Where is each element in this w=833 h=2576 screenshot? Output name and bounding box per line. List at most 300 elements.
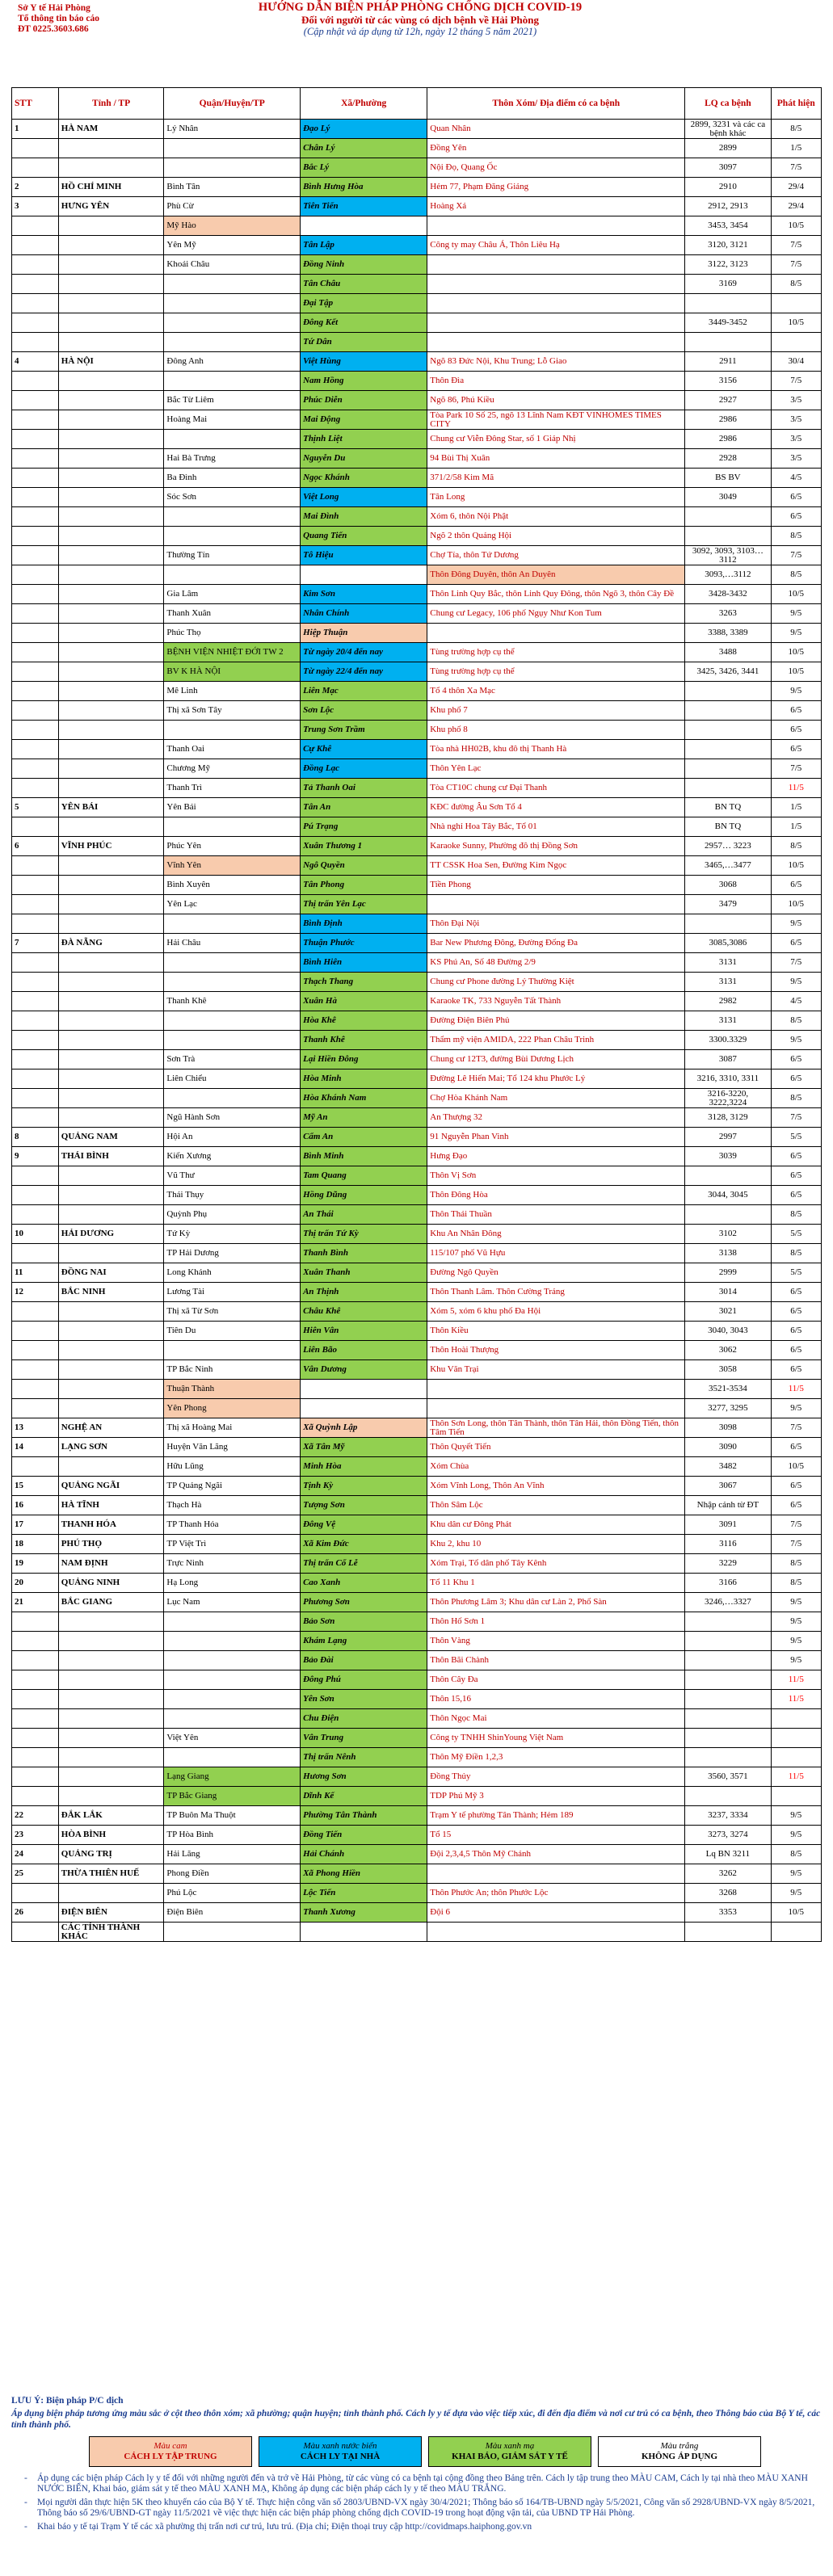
row-ward: Thanh Bình bbox=[301, 1244, 427, 1263]
table-row bbox=[12, 1283, 822, 1302]
row-province bbox=[58, 1302, 164, 1322]
row-stt: 18 bbox=[12, 1535, 59, 1554]
row-stt: 17 bbox=[12, 1515, 59, 1535]
row-ward: Hải Chánh bbox=[301, 1845, 427, 1864]
row-province: YÊN BÁI bbox=[58, 798, 164, 817]
table-row bbox=[12, 1069, 822, 1089]
legend-blue bbox=[259, 2436, 422, 2467]
row-case-link: 3092, 3093, 3103…3112 bbox=[685, 546, 771, 565]
row-place: Đội 6 bbox=[427, 1903, 685, 1923]
row-province bbox=[58, 1380, 164, 1399]
row-province: HỒ CHÍ MINH bbox=[58, 178, 164, 197]
row-district bbox=[164, 158, 301, 178]
row-stt bbox=[12, 139, 59, 158]
row-case-link bbox=[685, 1748, 771, 1767]
row-case-link: 2899 bbox=[685, 139, 771, 158]
row-province bbox=[58, 313, 164, 333]
table-row bbox=[12, 1535, 822, 1554]
row-place: Thôn Hoài Thượng bbox=[427, 1341, 685, 1360]
row-case-link: 2999 bbox=[685, 1263, 771, 1283]
row-case-link: 3067 bbox=[685, 1477, 771, 1496]
row-stt bbox=[12, 624, 59, 643]
row-place: KS Phú An, Số 48 Đường 2/9 bbox=[427, 953, 685, 973]
table-row bbox=[12, 372, 822, 391]
row-case-link bbox=[685, 721, 771, 740]
row-ward: Tân An bbox=[301, 798, 427, 817]
row-place: Chung cư Legacy, 106 phố Ngụy Như Kon Tum bbox=[427, 604, 685, 624]
row-case-link: 3044, 3045 bbox=[685, 1186, 771, 1205]
row-province bbox=[58, 1612, 164, 1632]
table-row bbox=[12, 798, 822, 817]
table-row bbox=[12, 1399, 822, 1418]
row-detected: 11/5 bbox=[771, 779, 821, 798]
row-ward: Mai Động bbox=[301, 410, 427, 430]
row-place: Thôn Đại Nội bbox=[427, 914, 685, 934]
row-case-link: 3229 bbox=[685, 1554, 771, 1574]
table-row bbox=[12, 1748, 822, 1767]
row-detected: 5/5 bbox=[771, 1225, 821, 1244]
row-ward: Tịnh Kỳ bbox=[301, 1477, 427, 1496]
row-detected: 8/5 bbox=[771, 1554, 821, 1574]
row-province bbox=[58, 1651, 164, 1670]
row-stt: 16 bbox=[12, 1496, 59, 1515]
row-place: Tổ 11 Khu 1 bbox=[427, 1574, 685, 1593]
row-detected bbox=[771, 1748, 821, 1767]
row-province bbox=[58, 488, 164, 507]
row-district: Ngũ Hành Sơn bbox=[164, 1108, 301, 1128]
table-body bbox=[12, 120, 822, 1942]
row-place bbox=[427, 895, 685, 914]
row-detected: 7/5 bbox=[771, 759, 821, 779]
row-place: Karaoke Sunny, Phường đô thị Đồng Sơn bbox=[427, 837, 685, 856]
row-detected: 8/5 bbox=[771, 1244, 821, 1263]
row-place: 94 Bùi Thị Xuân bbox=[427, 449, 685, 469]
row-detected: 6/5 bbox=[771, 1147, 821, 1166]
row-stt bbox=[12, 1690, 59, 1709]
row-case-link bbox=[685, 1787, 771, 1806]
row-stt: 6 bbox=[12, 837, 59, 856]
row-stt bbox=[12, 527, 59, 546]
row-district: Mỹ Hào bbox=[164, 216, 301, 236]
row-stt: 22 bbox=[12, 1806, 59, 1826]
row-ward: Xuân Thương 1 bbox=[301, 837, 427, 856]
row-case-link: 3097 bbox=[685, 158, 771, 178]
row-place bbox=[427, 255, 685, 275]
row-detected: 6/5 bbox=[771, 1302, 821, 1322]
row-ward: Hương Sơn bbox=[301, 1767, 427, 1787]
table-row bbox=[12, 1011, 822, 1031]
row-place: Khu Văn Trại bbox=[427, 1360, 685, 1380]
table-row bbox=[12, 1826, 822, 1845]
row-ward: Vân Trung bbox=[301, 1729, 427, 1748]
row-case-link bbox=[685, 294, 771, 313]
row-place: Thôn Vị Sơn bbox=[427, 1166, 685, 1186]
row-place: Nội Đọ, Quang Ốc bbox=[427, 158, 685, 178]
row-district: Bắc Từ Liêm bbox=[164, 391, 301, 410]
table-row bbox=[12, 1651, 822, 1670]
row-detected: 8/5 bbox=[771, 527, 821, 546]
row-district: Hải Châu bbox=[164, 934, 301, 953]
row-case-link bbox=[685, 1923, 771, 1942]
row-place: Tòa Park 10 Số 25, ngõ 13 Lĩnh Nam KĐT VINHOMES TIMES CITY bbox=[427, 410, 685, 430]
row-place: Hẻm 77, Phạm Đăng Giảng bbox=[427, 178, 685, 197]
row-district: Lý Nhân bbox=[164, 120, 301, 139]
row-province: QUẢNG NAM bbox=[58, 1128, 164, 1147]
row-case-link: 2986 bbox=[685, 410, 771, 430]
row-detected: 6/5 bbox=[771, 876, 821, 895]
row-case-link: 2986 bbox=[685, 430, 771, 449]
row-detected: 10/5 bbox=[771, 856, 821, 876]
row-detected: 8/5 bbox=[771, 1089, 821, 1108]
row-place: Công ty may Châu Á, Thôn Liêu Hạ bbox=[427, 236, 685, 255]
row-province: QUẢNG NINH bbox=[58, 1574, 164, 1593]
row-detected: 3/5 bbox=[771, 410, 821, 430]
row-stt bbox=[12, 216, 59, 236]
row-stt bbox=[12, 817, 59, 837]
row-detected: 8/5 bbox=[771, 1205, 821, 1225]
table-row bbox=[12, 1050, 822, 1069]
row-detected bbox=[771, 333, 821, 352]
row-district: Việt Yên bbox=[164, 1729, 301, 1748]
table-row bbox=[12, 876, 822, 895]
row-district bbox=[164, 1341, 301, 1360]
row-ward: Sơn Lộc bbox=[301, 701, 427, 721]
row-stt: 13 bbox=[12, 1418, 59, 1438]
row-ward: Quang Tiến bbox=[301, 527, 427, 546]
row-ward: Thị trấn Tứ Kỳ bbox=[301, 1225, 427, 1244]
table-row bbox=[12, 1690, 822, 1709]
row-district: TP Thanh Hóa bbox=[164, 1515, 301, 1535]
row-detected: 8/5 bbox=[771, 275, 821, 294]
row-detected: 7/5 bbox=[771, 1535, 821, 1554]
row-stt bbox=[12, 779, 59, 798]
row-district: Hoàng Mai bbox=[164, 410, 301, 430]
row-place: Xóm Vĩnh Long, Thôn An Vĩnh bbox=[427, 1477, 685, 1496]
row-place: Ngõ 86, Phú Kiều bbox=[427, 391, 685, 410]
row-province bbox=[58, 1050, 164, 1069]
row-place bbox=[427, 275, 685, 294]
row-province bbox=[58, 953, 164, 973]
row-place: Thôn Đông Duyên, thôn An Duyên bbox=[427, 565, 685, 585]
legend-blue-name: Màu xanh nước biển bbox=[303, 2441, 377, 2451]
row-ward: Tân Phong bbox=[301, 876, 427, 895]
table-row bbox=[12, 1729, 822, 1748]
row-place: An Thượng 32 bbox=[427, 1108, 685, 1128]
row-district: Khoái Châu bbox=[164, 255, 301, 275]
row-place: Thôn Quyết Tiến bbox=[427, 1438, 685, 1457]
row-stt bbox=[12, 1302, 59, 1322]
row-province bbox=[58, 1767, 164, 1787]
row-ward: Bình Hiên bbox=[301, 953, 427, 973]
row-detected: 6/5 bbox=[771, 1496, 821, 1515]
row-province bbox=[58, 546, 164, 565]
row-district: Thuận Thành bbox=[164, 1380, 301, 1399]
row-province bbox=[58, 876, 164, 895]
row-stt bbox=[12, 585, 59, 604]
row-detected: 11/5 bbox=[771, 1380, 821, 1399]
row-detected: 7/5 bbox=[771, 1418, 821, 1438]
row-case-link bbox=[685, 682, 771, 701]
row-district bbox=[164, 507, 301, 527]
row-detected: 11/5 bbox=[771, 1670, 821, 1690]
row-province: THÁI BÌNH bbox=[58, 1147, 164, 1166]
row-district: Chương Mỹ bbox=[164, 759, 301, 779]
row-province bbox=[58, 449, 164, 469]
row-place: Bar New Phương Đông, Đường Đống Đa bbox=[427, 934, 685, 953]
row-ward: Bảo Sơn bbox=[301, 1612, 427, 1632]
row-stt: 11 bbox=[12, 1263, 59, 1283]
row-stt bbox=[12, 294, 59, 313]
row-stt bbox=[12, 449, 59, 469]
row-case-link: 3087 bbox=[685, 1050, 771, 1069]
row-place: Quan Nhân bbox=[427, 120, 685, 139]
table-row bbox=[12, 895, 822, 914]
row-stt bbox=[12, 1069, 59, 1089]
row-case-link: 3216-3220, 3222,3224 bbox=[685, 1089, 771, 1108]
row-detected: 7/5 bbox=[771, 255, 821, 275]
row-detected: 30/4 bbox=[771, 352, 821, 372]
row-ward: Tứ Dân bbox=[301, 333, 427, 352]
row-case-link: 3014 bbox=[685, 1283, 771, 1302]
row-district bbox=[164, 1923, 301, 1942]
row-detected: 11/5 bbox=[771, 1690, 821, 1709]
row-ward: Xuân Hà bbox=[301, 992, 427, 1011]
row-detected: 8/5 bbox=[771, 1845, 821, 1864]
row-ward: Hiệp Thuận bbox=[301, 624, 427, 643]
row-ward: Cự Khê bbox=[301, 740, 427, 759]
row-detected: 29/4 bbox=[771, 197, 821, 216]
row-case-link: 3122, 3123 bbox=[685, 255, 771, 275]
row-province bbox=[58, 740, 164, 759]
row-place: Thẩm mỹ viện AMIDA, 222 Phan Châu Trinh bbox=[427, 1031, 685, 1050]
table-row bbox=[12, 1263, 822, 1283]
row-ward: Đồng Ninh bbox=[301, 255, 427, 275]
row-case-link: 3098 bbox=[685, 1418, 771, 1438]
row-ward: Lộc Tiến bbox=[301, 1884, 427, 1903]
row-place: Thôn Phước An; thôn Phước Lộc bbox=[427, 1884, 685, 1903]
row-stt: 19 bbox=[12, 1554, 59, 1574]
row-detected: 6/5 bbox=[771, 740, 821, 759]
row-district: Mê Linh bbox=[164, 682, 301, 701]
row-province: HƯNG YÊN bbox=[58, 197, 164, 216]
row-district: Sơn Trà bbox=[164, 1050, 301, 1069]
row-province bbox=[58, 236, 164, 255]
row-province: BẮC GIANG bbox=[58, 1593, 164, 1612]
table-row bbox=[12, 1341, 822, 1360]
table-row bbox=[12, 488, 822, 507]
row-case-link: 3277, 3295 bbox=[685, 1399, 771, 1418]
row-province: QUẢNG TRỊ bbox=[58, 1845, 164, 1864]
row-detected: 9/5 bbox=[771, 1399, 821, 1418]
row-stt: 1 bbox=[12, 120, 59, 139]
row-province bbox=[58, 1069, 164, 1089]
table-row bbox=[12, 1574, 822, 1593]
table-row bbox=[12, 1128, 822, 1147]
row-district: Tiên Du bbox=[164, 1322, 301, 1341]
row-place: Tòa CT10C chung cư Đại Thanh bbox=[427, 779, 685, 798]
row-stt bbox=[12, 1748, 59, 1767]
row-place: Khu 2, khu 10 bbox=[427, 1535, 685, 1554]
row-stt bbox=[12, 1923, 59, 1942]
row-stt bbox=[12, 1709, 59, 1729]
table-row bbox=[12, 817, 822, 837]
row-case-link: Nhập cảnh từ ĐT bbox=[685, 1496, 771, 1515]
row-province bbox=[58, 1031, 164, 1050]
row-detected: 7/5 bbox=[771, 1515, 821, 1535]
row-province: HÀ TĨNH bbox=[58, 1496, 164, 1515]
row-place: Tổ 15 bbox=[427, 1826, 685, 1845]
row-place bbox=[427, 313, 685, 333]
row-stt bbox=[12, 1205, 59, 1225]
row-case-link: 3300.3329 bbox=[685, 1031, 771, 1050]
row-ward: Từ ngày 20/4 đến nay bbox=[301, 643, 427, 662]
row-ward: Việt Long bbox=[301, 488, 427, 507]
row-ward: Tam Quang bbox=[301, 1166, 427, 1186]
row-place bbox=[427, 1380, 685, 1399]
row-ward: Hòa Minh bbox=[301, 1069, 427, 1089]
row-district: Yên Mỹ bbox=[164, 236, 301, 255]
row-place: Khu dân cư Đông Phát bbox=[427, 1515, 685, 1535]
row-place: Thôn Yên Lạc bbox=[427, 759, 685, 779]
table-row bbox=[12, 1438, 822, 1457]
row-case-link: 2911 bbox=[685, 352, 771, 372]
row-place: Trạm Y tế phường Tân Thành; Hẻm 189 bbox=[427, 1806, 685, 1826]
row-case-link: 3166 bbox=[685, 1574, 771, 1593]
table-row bbox=[12, 255, 822, 275]
table-row bbox=[12, 410, 822, 430]
row-case-link: 3482 bbox=[685, 1457, 771, 1477]
row-ward: Thị trấn Nênh bbox=[301, 1748, 427, 1767]
row-district: Lạng Giang bbox=[164, 1767, 301, 1787]
row-detected: 6/5 bbox=[771, 1322, 821, 1341]
row-province: QUẢNG NGÃI bbox=[58, 1477, 164, 1496]
table-row bbox=[12, 682, 822, 701]
row-stt bbox=[12, 1632, 59, 1651]
table-row bbox=[12, 1244, 822, 1263]
row-place: TT CSSK Hoa Sen, Đường Kim Ngọc bbox=[427, 856, 685, 876]
row-ward bbox=[301, 1923, 427, 1942]
row-province: NAM ĐỊNH bbox=[58, 1554, 164, 1574]
row-case-link bbox=[685, 701, 771, 721]
notes-title: LƯU Ý: Biện pháp P/C dịch bbox=[11, 2396, 124, 2406]
row-ward: Thị trấn Yên Lạc bbox=[301, 895, 427, 914]
row-stt bbox=[12, 391, 59, 410]
row-province: VĨNH PHÚC bbox=[58, 837, 164, 856]
row-ward: Tân Lập bbox=[301, 236, 427, 255]
row-ward: Đông Vệ bbox=[301, 1515, 427, 1535]
row-district: Phú Lộc bbox=[164, 1884, 301, 1903]
row-province bbox=[58, 1186, 164, 1205]
row-case-link: 2982 bbox=[685, 992, 771, 1011]
row-stt: 20 bbox=[12, 1574, 59, 1593]
legend-orange bbox=[89, 2436, 252, 2467]
row-stt bbox=[12, 682, 59, 701]
row-place bbox=[427, 333, 685, 352]
row-place: Công ty TNHH ShinYoung Việt Nam bbox=[427, 1729, 685, 1748]
row-ward: Bình Hưng Hòa bbox=[301, 178, 427, 197]
title-block bbox=[186, 2, 654, 38]
row-detected: 6/5 bbox=[771, 1166, 821, 1186]
table-row bbox=[12, 1845, 822, 1864]
row-detected: 9/5 bbox=[771, 1806, 821, 1826]
row-ward: Nam Hồng bbox=[301, 372, 427, 391]
row-case-link: 3049 bbox=[685, 488, 771, 507]
row-district: Lương Tài bbox=[164, 1283, 301, 1302]
row-detected: 7/5 bbox=[771, 236, 821, 255]
row-case-link: 3131 bbox=[685, 1011, 771, 1031]
row-stt: 15 bbox=[12, 1477, 59, 1496]
row-province: THANH HÓA bbox=[58, 1515, 164, 1535]
row-case-link: 3263 bbox=[685, 604, 771, 624]
row-detected: 9/5 bbox=[771, 1612, 821, 1632]
row-place: 371/2/58 Kim Mã bbox=[427, 469, 685, 488]
row-stt bbox=[12, 255, 59, 275]
row-district bbox=[164, 139, 301, 158]
row-stt bbox=[12, 1011, 59, 1031]
row-detected: 9/5 bbox=[771, 682, 821, 701]
table-row bbox=[12, 1457, 822, 1477]
row-ward: Đông Kết bbox=[301, 313, 427, 333]
row-province bbox=[58, 1748, 164, 1767]
table-row bbox=[12, 507, 822, 527]
row-ward: Yên Sơn bbox=[301, 1690, 427, 1709]
row-ward: Hiên Vân bbox=[301, 1322, 427, 1341]
row-ward: Đại Tập bbox=[301, 294, 427, 313]
row-stt: 21 bbox=[12, 1593, 59, 1612]
row-ward: Cao Xanh bbox=[301, 1574, 427, 1593]
row-detected: 8/5 bbox=[771, 565, 821, 585]
row-case-link bbox=[685, 779, 771, 798]
row-place: Karaoke TK, 733 Nguyễn Tất Thành bbox=[427, 992, 685, 1011]
row-stt bbox=[12, 1166, 59, 1186]
table-row bbox=[12, 701, 822, 721]
row-detected: 7/5 bbox=[771, 1108, 821, 1128]
header bbox=[0, 0, 833, 68]
row-district: Yên Lạc bbox=[164, 895, 301, 914]
table-row bbox=[12, 759, 822, 779]
guidance-item: - Khai báo y tế tại Trạm Y tế các xã phường thị trấn nơi cư trú, lưu trú. (Địa chỉ; Điện thoại truy cập http://covidmaps.haiphong.gov.vn bbox=[24, 2522, 824, 2532]
row-district: Sóc Sơn bbox=[164, 488, 301, 507]
row-district: Hải Lăng bbox=[164, 1845, 301, 1864]
table-row bbox=[12, 1477, 822, 1496]
row-case-link: 3428-3432 bbox=[685, 585, 771, 604]
row-case-link: Lq BN 3211 bbox=[685, 1845, 771, 1864]
row-detected: 10/5 bbox=[771, 1903, 821, 1923]
row-detected bbox=[771, 1787, 821, 1806]
table-row bbox=[12, 158, 822, 178]
row-case-link: 3246,…3327 bbox=[685, 1593, 771, 1612]
table-row bbox=[12, 178, 822, 197]
table-row bbox=[12, 430, 822, 449]
row-detected: 9/5 bbox=[771, 1031, 821, 1050]
row-case-link: 3021 bbox=[685, 1302, 771, 1322]
row-detected: 4/5 bbox=[771, 992, 821, 1011]
row-place bbox=[427, 1923, 685, 1942]
row-detected: 5/5 bbox=[771, 1128, 821, 1147]
row-province bbox=[58, 1108, 164, 1128]
table-row bbox=[12, 1108, 822, 1128]
row-ward: Lại Hiền Đông bbox=[301, 1050, 427, 1069]
row-province bbox=[58, 372, 164, 391]
row-stt bbox=[12, 1108, 59, 1128]
row-stt bbox=[12, 759, 59, 779]
row-district: Thanh Khê bbox=[164, 992, 301, 1011]
row-province bbox=[58, 895, 164, 914]
row-detected: 6/5 bbox=[771, 1069, 821, 1089]
row-place: Thôn Sơn Long, thôn Tân Thành, thôn Tân Hải, thôn Đồng Tiến, thôn Tâm Tiến bbox=[427, 1418, 685, 1438]
row-detected: 1/5 bbox=[771, 817, 821, 837]
row-province: LẠNG SƠN bbox=[58, 1438, 164, 1457]
